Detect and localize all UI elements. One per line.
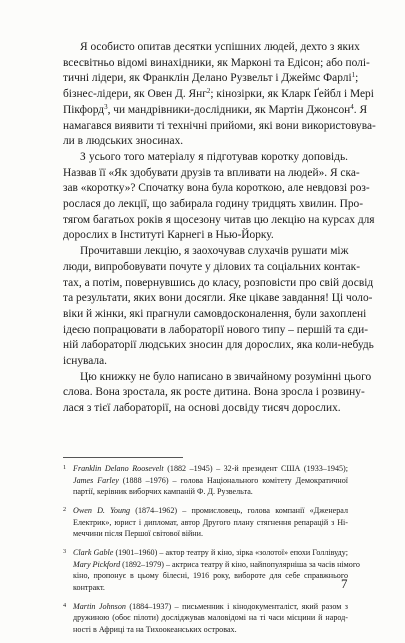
footnote-line: Mary Pickford (1892–1979) – актриса театру й кіно, найпопулярніша за часів німого [73, 559, 360, 569]
footnote-line: James Farley (1888 –1976) – голова Національного комітету Демократичної [73, 475, 348, 485]
footnote-line: Martin Johnson (1884–1937) – письменник і кінодокументаліст, який разом з [73, 601, 348, 611]
text-line: лася з тієї лабораторії, на основі досвіду тисяч дорослих. [63, 402, 341, 415]
text-line: З усього того матеріалу я підготував коротку доповідь. [80, 150, 348, 163]
footnote-line: ності в Африці та на Тихоокеанських островах. [73, 625, 237, 635]
text-line: люди, випробовувати почуте у ділових та соціальних контак- [63, 260, 360, 273]
text-line: тягом багатьох років я щосезону читав цю лекцію на курсах для [63, 213, 375, 226]
footnote-number: 4 [63, 601, 67, 609]
text-line: всесвітньо відомі винахідники, як Марконі та Едісон; або полі- [63, 56, 370, 69]
text-line: рослася до лекції, що забирала годину тридцять хвилин. Про- [63, 198, 364, 211]
footnote-divider [63, 457, 183, 458]
footnote-number: 1 [63, 464, 67, 471]
paragraph-3 [63, 244, 374, 370]
footnote-ref: 2 [206, 87, 211, 96]
footnote-line: партії, керівник виборчих кампаній Ф. Д. Рузвельта. [73, 487, 253, 497]
footnote-line: Owen D. Young (1874–1962) – промисловець, голова компанії «Дженерал [73, 506, 348, 516]
footnote-ref: 1 [351, 71, 356, 80]
text-line: ній лабораторії людських зносин для дорослих, яка коли-небудь [63, 339, 374, 352]
footnote-line: Clark Gable (1901–1960) – актор театру й кіно, зірка «золотої» епохи Голлівуду; [73, 548, 348, 558]
footnote-line: Franklin Delano Roosevelt (1882 –1945) – 32-й президент США (1933–1945); [73, 464, 348, 473]
footnote-line: меччини після Першої світової війни. [73, 529, 203, 539]
footnote-line: контракт. [73, 582, 105, 592]
paragraph-1 [63, 40, 376, 150]
text-line: слова. Вона зростала, як росте дитина. Вона зросла і розвину- [63, 386, 365, 399]
page-number: 7 [341, 576, 348, 591]
footnote-4 [63, 601, 348, 636]
footnotes [63, 463, 360, 643]
text-line: ідеєю попрацювати в лабораторії нового типу – першій та єди- [63, 323, 369, 336]
text-line: існувала. [63, 355, 107, 368]
text-line: бізнес-лідери, як Овен Д. Янг$^2$; кінозірки, як Кларк Ґейбл і Мері [63, 87, 374, 101]
footnote-3 [63, 547, 360, 593]
footnote-ref: 4 [350, 102, 354, 111]
text-line: Прочитавши лекцію, я заохочував слухачів рушати між [80, 245, 349, 258]
text-line: тичні лідери, як Франклін Делано Рузвельт і Джеймс Фарлі$^1$; [63, 71, 359, 85]
text-line: ли в людських зносинах. [63, 135, 184, 148]
text-line: зав «коротку»? Спочатку вона була короткою, але невдовзі роз- [63, 182, 370, 195]
footnote-ref: 3 [104, 102, 108, 111]
text-line: та результати, яких вони досягли. Яке цікаве завдання! Ці чоло- [63, 292, 373, 305]
footnote-line: дружиною (обоє пілоти) досліджував маловідомі на ті часи місцини й народ- [73, 613, 348, 623]
text-line: віки й жінки, які прагнули самовдосконалення, були захоплені [63, 307, 367, 320]
text-line: Назвав її «Як здобувати друзів та впливати на людей». Я ска- [63, 166, 360, 179]
text-line: тах, а потім, повернувшись до класу, розповісти про свій досвід [63, 276, 374, 289]
paragraph-4 [63, 370, 372, 417]
footnote-line: Електрик», юрист і дипломат, автор Другого плану стягнення репарацій з Ні- [73, 517, 348, 527]
footnote-number: 2 [63, 506, 67, 514]
text-line: Цю книжку не було написано в звичайному розумінні цього [80, 370, 372, 383]
footnote-line: кіно, пропонує в цьому білесні, 1916 року, вибороте для себе справжнього [73, 571, 348, 581]
main-text [63, 40, 376, 417]
text-line: дорослих в Інституті Карнегі в Нью-Йорку. [63, 229, 274, 242]
footnote-2 [63, 505, 348, 540]
footnote-1 [63, 463, 348, 498]
text-line: Я особисто опитав десятки успішних людей, дехто з яких [80, 41, 360, 53]
text-line: Пікфорд$^3$, чи мандрівники-дослідники, як Мартін Джонсон$^4$. Я [63, 102, 368, 116]
text-line: намагався виявити ті технічні прийоми, які вони використовува- [63, 119, 376, 132]
footnote-number: 3 [63, 548, 67, 556]
paragraph-2 [63, 150, 375, 244]
